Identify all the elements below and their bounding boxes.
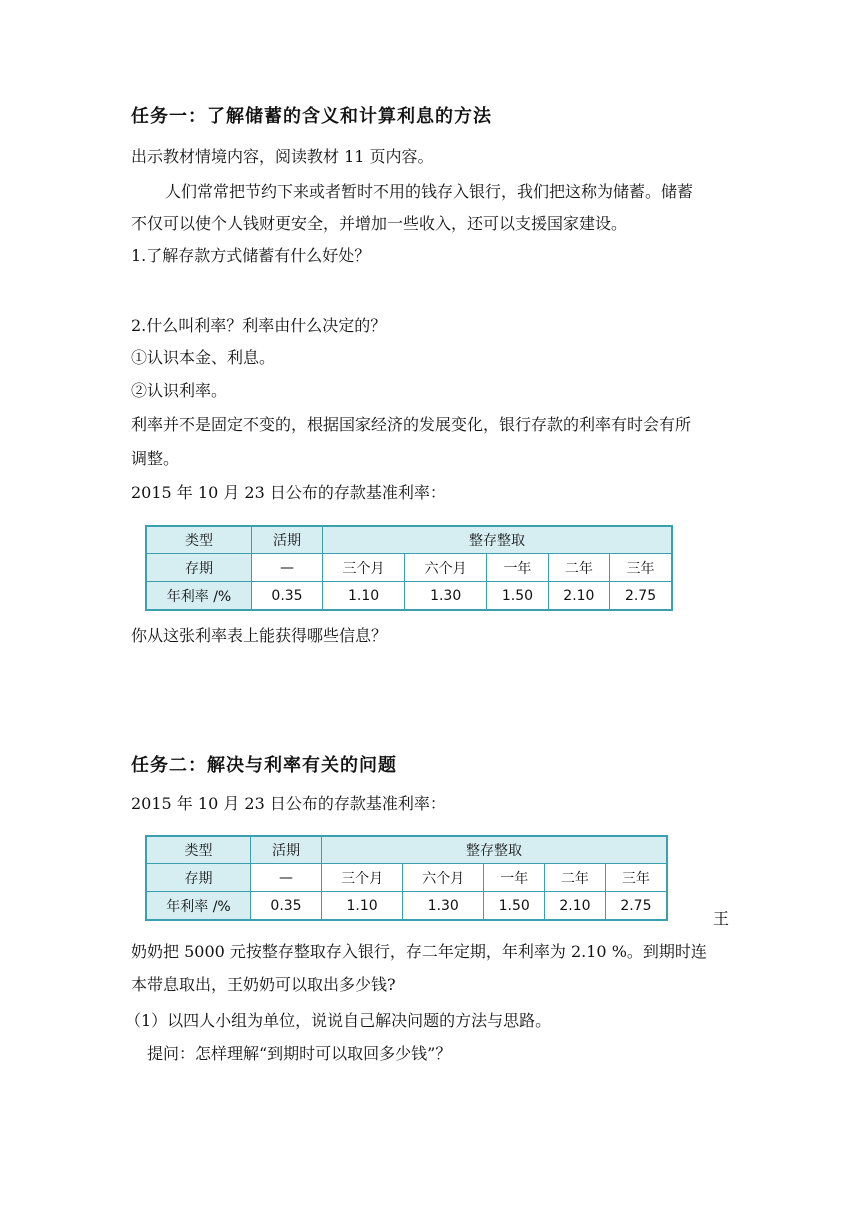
current-rate: 0.35 xyxy=(252,582,323,611)
term-cell: 二年 xyxy=(545,864,606,892)
task1-after-table: 你从这张利率表上能获得哪些信息？ xyxy=(131,626,388,645)
term-cell: 三个月 xyxy=(323,554,405,582)
rate-cell: 1.10 xyxy=(323,582,405,611)
task2-wang: 王 xyxy=(713,909,730,928)
rate-cell: 1.30 xyxy=(405,582,487,611)
rate-table-2 xyxy=(145,835,668,921)
task1-heading: 任务一：了解储蓄的含义和计算利息的方法 xyxy=(131,106,492,127)
current-term: — xyxy=(252,554,323,582)
rate-cell: 1.30 xyxy=(403,892,484,921)
task1-rate-paragraph-line1: 利率并不是固定不变的，根据国家经济的发展变化，银行存款的利率有时会有所 xyxy=(131,415,692,434)
type-header: 类型 xyxy=(146,526,252,554)
rate-cell: 2.10 xyxy=(548,582,609,611)
task1-table-intro: 2015 年 10 月 23 日公布的存款基准利率： xyxy=(131,483,446,502)
rate-cell: 2.75 xyxy=(610,582,672,611)
term-cell: 三年 xyxy=(610,554,672,582)
task1-question1: 1.了解存款方式储蓄有什么好处？ xyxy=(131,246,371,265)
rate-cell: 2.75 xyxy=(605,892,667,921)
task1-rate-paragraph-line2: 调整。 xyxy=(131,449,180,468)
task1-sub2: ②认识利率。 xyxy=(131,381,228,400)
term-label: 存期 xyxy=(146,554,252,582)
task2-heading: 任务二：解决与利率有关的问题 xyxy=(131,755,397,776)
rate-cell: 1.50 xyxy=(487,582,548,611)
task2-step2: 提问：怎样理解“到期时可以取回多少钱”？ xyxy=(147,1044,452,1063)
term-cell: 一年 xyxy=(484,864,545,892)
term-cell: 六个月 xyxy=(403,864,484,892)
term-cell: 二年 xyxy=(548,554,609,582)
task2-table-intro: 2015 年 10 月 23 日公布的存款基准利率： xyxy=(131,794,446,813)
fixed-header: 整存整取 xyxy=(323,526,673,554)
term-cell: 三年 xyxy=(605,864,667,892)
rate-table-1 xyxy=(145,525,673,611)
task2-problem-line1: 奶奶把 5000 元按整存整取存入银行，存二年定期，年利率为 2.10 %。到期时连 xyxy=(131,942,707,961)
type-header: 类型 xyxy=(146,836,251,864)
term-cell: 六个月 xyxy=(405,554,487,582)
task1-paragraph-line2: 不仅可以使个人钱财更安全，并增加一些收入，还可以支援国家建设。 xyxy=(131,214,628,233)
rate-label: 年利率 /% xyxy=(146,582,252,611)
current-term: — xyxy=(251,864,322,892)
term-cell: 三个月 xyxy=(322,864,403,892)
current-rate: 0.35 xyxy=(251,892,322,921)
current-header: 活期 xyxy=(251,836,322,864)
current-header: 活期 xyxy=(252,526,323,554)
task1-question2: 2.什么叫利率？利率由什么决定的？ xyxy=(131,316,387,335)
task2-step1: （1）以四人小组为单位，说说自己解决问题的方法与思路。 xyxy=(125,1011,552,1030)
rate-cell: 1.10 xyxy=(322,892,403,921)
fixed-header: 整存整取 xyxy=(322,836,668,864)
rate-cell: 2.10 xyxy=(545,892,606,921)
task1-line1: 出示教材情境内容，阅读教材 11 页内容。 xyxy=(131,147,434,166)
task2-problem-line2: 本带息取出，王奶奶可以取出多少钱? xyxy=(131,975,396,994)
rate-cell: 1.50 xyxy=(484,892,545,921)
task1-sub1: ①认识本金、利息。 xyxy=(131,348,276,367)
task1-paragraph-line1: 人们常常把节约下来或者暂时不用的钱存入银行，我们把这称为储蓄。储蓄 xyxy=(165,182,694,201)
term-cell: 一年 xyxy=(487,554,548,582)
term-label: 存期 xyxy=(146,864,251,892)
rate-label: 年利率 /% xyxy=(146,892,251,921)
